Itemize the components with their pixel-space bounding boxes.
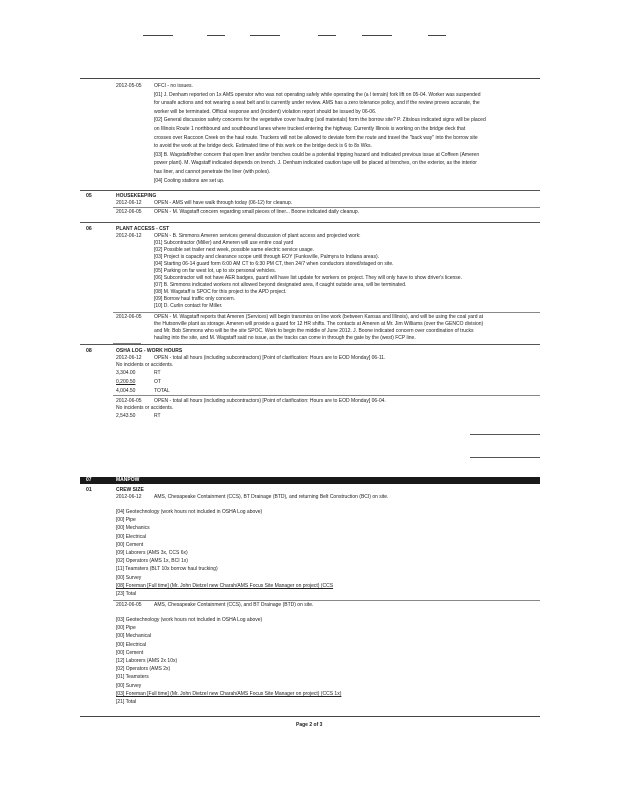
entry-date: 2012-06-12: [116, 200, 142, 206]
crew-list-item: [02] Operators (AMS 2x): [116, 666, 171, 673]
section-title: HOUSEKEEPING: [116, 193, 157, 199]
text-line: on Illinois Route 1 northbound and southbound lanes where trucked entering the highway. Currently Illinois is working on the bridge deck that: [154, 126, 466, 132]
text-line: [08] M. Wagstaff is SPOC for this project to the APD project.: [154, 289, 287, 295]
text-line: crosses over Raccoon Creek on the haul route. Truckers will not be allowed to deviate form the route and travel the "back way" into the borrow site: [154, 134, 478, 141]
hours-label: RT: [154, 370, 161, 376]
entry-date: 2012-06-05: [116, 314, 142, 320]
section-number: 07: [86, 477, 92, 483]
section-title: OSHA LOG - WORK HOURS: [116, 348, 183, 354]
section-rule: [80, 222, 540, 223]
crew-list-item: [00] Electrical: [116, 533, 147, 540]
header-line: [428, 35, 446, 36]
text-line: hauling into the site, and M. Wagstaff said no issue, as the tracks can come in through the gate by the (west) FCP line.: [154, 335, 416, 341]
text-line: the Hutsonville plant as storage. Ameren will provide a guard for 12 HR shifts. The contacts at Ameren at Mr. Jim Williams (over the GENCO division): [154, 321, 484, 327]
text-line: [04] Cooling stations are set up.: [154, 177, 225, 184]
crew-list-item: [00] Survey: [116, 682, 142, 689]
text-line: power plant). M. Wagstaff indicated depends on trench. J. Denham indicated caution tape will be placed at trenches, on the exterior, as the interior: [154, 160, 477, 167]
entry-note: No incidents or accidents.: [116, 362, 174, 368]
header-line: [318, 35, 336, 36]
crew-list-item: [00] Pipe: [116, 625, 136, 632]
crew-list-item: [23] Total: [116, 591, 137, 597]
text-line: [01] Subcontractor (Miller) and Ameren will use entire coal yard: [154, 240, 294, 246]
row-rule: [113, 395, 540, 396]
text-line: [05] Parking on far west lot, up to six personal vehicles.: [154, 268, 277, 274]
text-line: for unsafe actions and not wearing a seat belt and is currently under review. AMS has a zero tolerance policy, and if the review proves accurate, the: [154, 100, 480, 107]
crew-list-item: [00] Cement: [116, 541, 144, 548]
entry-date: 2012-06-05: [116, 602, 142, 608]
header-line: [207, 35, 225, 36]
hours-value: 4,004.50: [116, 388, 136, 394]
section-number: 05: [86, 193, 92, 199]
hours-value: 0,200.50: [116, 379, 136, 385]
crew-list-item: [00] Survey: [116, 574, 142, 581]
entry-text: OPEN - total all hours (including subcontractors) [Point of clarification: Hours are to EOD Monday] 06-11.: [154, 355, 386, 361]
crew-list-item: [03] Foreman [Full time] (Mr. John Dietzel new Charah/AMS Focus Site Manager on project) (CCS 1x): [116, 690, 342, 697]
entry-text: OPEN - AMS will have walk through today (06-12) for cleanup.: [154, 200, 293, 206]
text-line: worker will be terminated. Official response and (incident) violation report should be issued by 06-06.: [154, 108, 377, 115]
hours-label: RT: [154, 413, 161, 419]
row-rule: [113, 207, 540, 208]
text-line: OPEN - M. Wagstaff reports that Ameren (Services) will begin transmiss on line work (between Kansas and Illinois), and will be using the coal yard at: [154, 314, 484, 320]
section-rule: [80, 344, 540, 345]
entry-text: AMS, Chesapeake Containment (CCS), and BT Drainage (BTD) on site.: [154, 602, 314, 608]
text-line: [02] General discussion safety concerns for the vegetative cover hauling (soil materials) form the borrow site? P. Zitslous indicated signs will be placed: [154, 117, 486, 124]
header-line: [362, 35, 392, 36]
entry-date: 2012-06-12: [116, 355, 142, 361]
entry-text: OPEN - total all hours (including subcontractors) [Point of clarification: Hours are to EOD Monday] 06-04.: [154, 398, 386, 404]
crew-list-item: [00] Pipe: [116, 517, 136, 524]
text-line: [01] J. Denham reported on 1x AMS operator who was not operating safely while operating the (a l terrain) fork lift on 05-04. Worker was suspended: [154, 91, 481, 98]
subsection-title: CREW SIZE: [116, 487, 144, 493]
subsection-number: 01: [86, 487, 92, 493]
text-line: has liner, and cannot penetrate the liner (with poles).: [154, 169, 271, 175]
crew-list-item: [03] Geotechnology (work hours not included in OSHA Log above): [116, 617, 263, 623]
text-line: [04] Starting 06-14 guard form 6:00 AM CT to 6:30 PM CT, then 24/7 when conductors stored/staged on site.: [154, 261, 394, 267]
text-line: [07] B. Simmons indicated workers not allowed beyond designated area, if caught outside area, will be terminated.: [154, 282, 407, 288]
hours-label: TOTAL: [154, 388, 170, 394]
crew-list-item: [00] Cement: [116, 649, 144, 656]
entry-date: 2012-06-05: [116, 398, 142, 404]
entry-date: 2012-06-05: [116, 209, 142, 215]
entry-date: 2012-05-05: [116, 83, 142, 89]
crew-list-item: [00] Electrical: [116, 641, 147, 648]
text-line: [03] B. Wagstaff/other concern that open liner and/or trenches could be a potential tripping hazard and indicated previous issue at Coffeen (Ameren: [154, 151, 480, 158]
row-rule: [113, 600, 540, 601]
right-rule: [470, 434, 540, 435]
text-line: [03] Project is capacity and clearance scope until through EOY (Funksville, Palmyra to Indiana areas).: [154, 254, 380, 260]
text-line: to avoid the work at the bridge deck. Estimated time of this work on the bridge deck is 6 to 8x Wks.: [154, 143, 372, 150]
text-line: and Mr. Bob Simmons who will be the site SPOC. Work to begin the middle of June 2012. J. Boone indicated concern over coordination of trucks: [154, 328, 474, 334]
hours-label: OT: [154, 379, 161, 385]
crew-list-item: [00] Mechanics: [116, 525, 150, 532]
crew-list-item: [08] Foreman [Full time] (Mr. John Dietzel new Charah/AMS Focus Site Manager on project) (CCS: [116, 582, 334, 589]
crew-list-item: [02] Operators (AMS 1x, BCI 1x): [116, 558, 188, 565]
hours-value: 3,304.00: [116, 370, 136, 376]
section-number: 08: [86, 348, 92, 354]
text-line: [02] Possible set trailer next week, possible same electric service usage.: [154, 247, 315, 253]
text-line: [10] D. Curlin contact for Miller.: [154, 303, 223, 309]
header-line: [143, 35, 173, 36]
header-line: [250, 35, 280, 36]
text-line: [06] Subcontractor will not have AER badges, guard will have list update for workers on project. They will only have to show driver's license.: [154, 275, 462, 281]
crew-list-item: [04] Geotechnology (work hours not included in OSHA Log above): [116, 509, 263, 515]
crew-list-item: [12] Laborers (AMS 2x 10x): [116, 658, 178, 664]
entry-text: AMS, Chesapeake Containment (CCS), BT Drainage (BTD), and returning Belt Construction (BCI) on site.: [154, 494, 389, 500]
crew-list-item: [21] Total: [116, 699, 137, 705]
crew-list-item: [11] Teamsters (BLT 10x borrow haul trucking): [116, 566, 218, 573]
crew-list-item: [00] Mechanical: [116, 633, 152, 640]
page-number: Page 2 of 3: [296, 722, 323, 728]
entry-text: OPEN - M. Wagstaff concern regarding small pieces of liner... Boone indicated daily cleanup.: [154, 209, 360, 215]
entry-date: 2012-06-12: [116, 233, 142, 239]
section-title: PLANT ACCESS - CST: [116, 226, 170, 232]
section-rule: [80, 190, 540, 191]
entry-note: No incidents or accidents.: [116, 405, 174, 411]
crew-list-item: [01] Teamsters: [116, 674, 149, 681]
entry-date: 2012-06-12: [116, 494, 142, 500]
text-line: OFCI - no issues.: [154, 83, 193, 89]
crew-list-item: [09] Laborers (AMS 3x, CCS 6x): [116, 550, 188, 556]
text-line: [09] Borrow haul traffic only concern.: [154, 296, 236, 302]
hours-value: 2,543.50: [116, 413, 136, 419]
right-rule: [470, 457, 540, 458]
manpower-header-bar: [80, 477, 540, 484]
section-number: 06: [86, 226, 92, 232]
text-line: OPEN - B. Simmons Ameren services general discussion of plant access and projected work:: [154, 233, 361, 239]
section-title: MANPOW: [116, 477, 140, 483]
row-rule: [113, 312, 540, 313]
